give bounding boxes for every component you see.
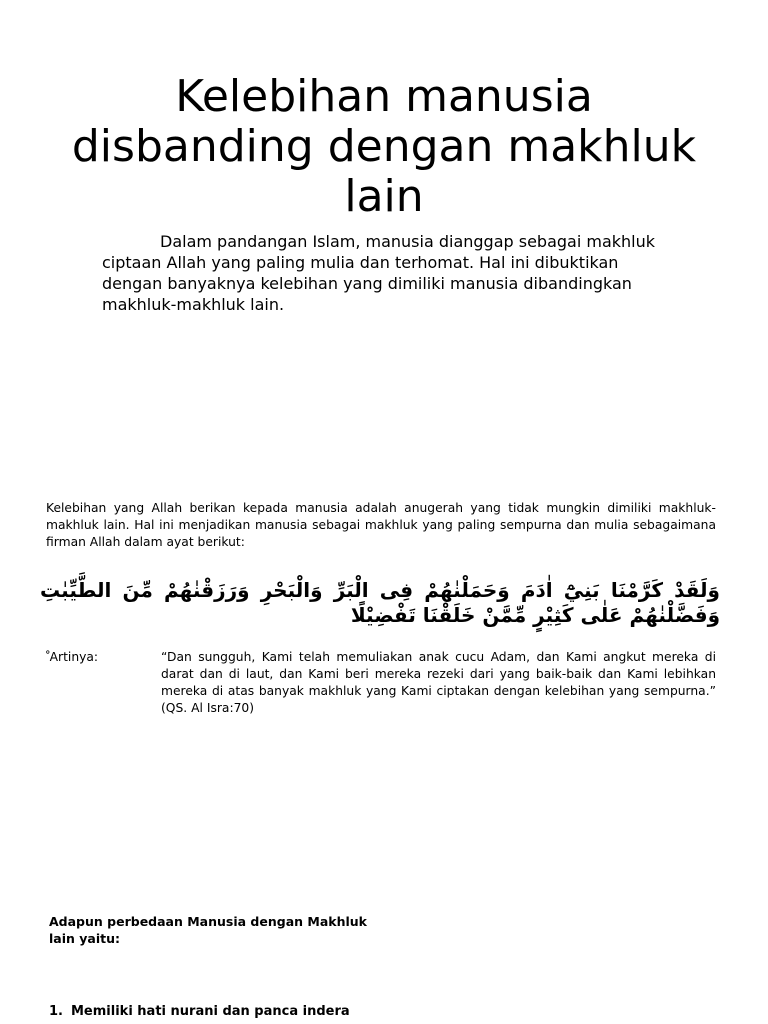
differences-list [49,1003,729,1020]
list-item-number: 1. [49,1004,63,1019]
document-title: Kelebihan manusia disbanding dengan makhluk lain [71,71,697,222]
intro-paragraph: Dalam pandangan Islam, manusia dianggap sebagai makhluk ciptaan Allah yang paling mulia dan terhomat. Hal ini dibuktikan dengan banyaknya kelebihan yang dimiliki manusia dibandingkan makhluk-makhluk lain. [102,232,656,314]
list-item [49,1003,729,1020]
arabic-verse: وَلَقَدْ كَرَّمْنَا بَنِيْٓ اٰدَمَ وَحَمَلْنٰهُمْ فِى الْبَرِّ وَالْبَحْرِ وَرَزَقْنٰهُمْ مِّنَ الطَّيِّبٰتِ وَفَضَّلْنٰهُمْ عَلٰى كَثِيْرٍ مِّمَّنْ خَلَقْنَا تَفْضِيْلًا [40,578,720,627]
artinya-label: ﹾArtinya: [46,650,99,664]
body-paragraph: Kelebihan yang Allah berikan kepada manusia adalah anugerah yang tidak mungkin dimiliki makhluk-makhluk lain. Hal ini menjadikan manusia sebagai makhluk yang paling sempurna dan mulia sebagaimana firman Allah dalam ayat berikut: [46,501,716,549]
differences-heading: Adapun perbedaan Manusia dengan Makhluk lain yaitu: [49,914,367,946]
list-item-text: Memiliki hati nurani dan panca indera [71,1004,350,1019]
translation-text: “Dan sungguh, Kami telah memuliakan anak cucu Adam, dan Kami angkut mereka di darat dan di laut, dan Kami beri mereka rezeki dari yang baik-baik dan Kami lebihkan mereka di atas banyak makhluk yang Kami ciptakan dengan kelebihan yang sempurna.” (QS. Al Isra:70) [161,650,716,715]
